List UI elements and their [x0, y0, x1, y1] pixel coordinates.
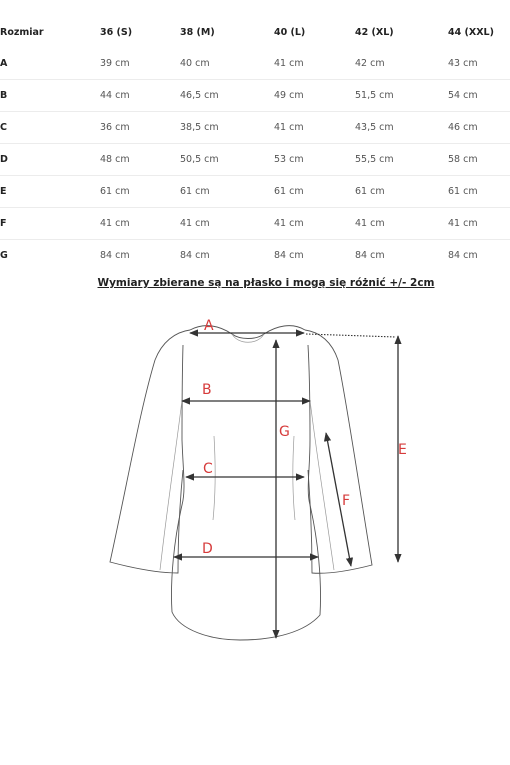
table-cell: 39 cm [100, 58, 130, 69]
table-cell: 61 cm [355, 176, 448, 208]
table-cell: 41 cm [180, 208, 274, 240]
table-cell: 42 cm [355, 58, 385, 69]
header-38: 38 (M) [180, 27, 215, 38]
label-a: A [204, 318, 214, 334]
row-label: E [0, 176, 100, 208]
label-e: E [398, 442, 407, 458]
table-cell: 46,5 cm [180, 80, 274, 112]
table-cell: 61 cm [180, 176, 274, 208]
header-44: 44 (XXL) [448, 27, 494, 38]
label-d: D [202, 541, 213, 557]
row-label: C [0, 112, 100, 144]
table-cell: 41 cm [355, 208, 448, 240]
table-cell: 38,5 cm [180, 112, 274, 144]
header-42: 42 (XL) [355, 27, 394, 38]
table-cell: 43,5 cm [355, 112, 448, 144]
table-row [0, 176, 510, 208]
table-cell: 61 cm [448, 176, 510, 208]
label-b: B [202, 382, 212, 398]
size-table [0, 17, 510, 271]
table-cell: 84 cm [100, 240, 180, 272]
header-size: Rozmiar [0, 27, 44, 38]
table-row [0, 208, 510, 240]
table-cell: 61 cm [100, 176, 180, 208]
row-label: G [0, 240, 100, 272]
table-cell: 54 cm [448, 80, 510, 112]
table-row [0, 48, 510, 80]
table-cell: 84 cm [274, 240, 355, 272]
dress-outline [110, 326, 372, 640]
table-cell: 53 cm [274, 144, 355, 176]
table-row [0, 144, 510, 176]
table-row [0, 80, 510, 112]
table-cell: 58 cm [448, 144, 510, 176]
dress-diagram [0, 300, 510, 660]
label-g: G [279, 424, 290, 440]
table-row [0, 112, 510, 144]
table-cell: 41 cm [274, 58, 304, 69]
table-cell: 84 cm [355, 240, 448, 272]
table-cell: 48 cm [100, 144, 180, 176]
table-cell: 84 cm [180, 240, 274, 272]
table-cell: 40 cm [180, 58, 210, 69]
table-header-row [0, 17, 510, 48]
table-cell: 41 cm [448, 208, 510, 240]
table-row [0, 240, 510, 272]
header-36: 36 (S) [100, 27, 133, 38]
table-cell: 41 cm [274, 112, 355, 144]
table-cell: 44 cm [100, 80, 180, 112]
table-cell: 43 cm [448, 58, 478, 69]
header-40: 40 (L) [274, 27, 306, 38]
row-label: F [0, 208, 100, 240]
label-f: F [342, 493, 351, 509]
table-cell: 41 cm [274, 208, 355, 240]
table-cell: 61 cm [274, 176, 355, 208]
table-cell: 50,5 cm [180, 144, 274, 176]
row-label: A [0, 58, 8, 69]
table-cell: 51,5 cm [355, 80, 448, 112]
measurement-note: Wymiary zbierane są na płasko i mogą się różnić +/- 2cm [97, 277, 435, 289]
label-c: C [203, 461, 213, 477]
row-label: B [0, 80, 100, 112]
row-label: D [0, 144, 100, 176]
table-cell: 36 cm [100, 112, 180, 144]
table-cell: 49 cm [274, 80, 355, 112]
table-cell: 55,5 cm [355, 144, 448, 176]
table-cell: 41 cm [100, 208, 180, 240]
table-cell: 46 cm [448, 112, 510, 144]
table-cell: 84 cm [448, 240, 510, 272]
